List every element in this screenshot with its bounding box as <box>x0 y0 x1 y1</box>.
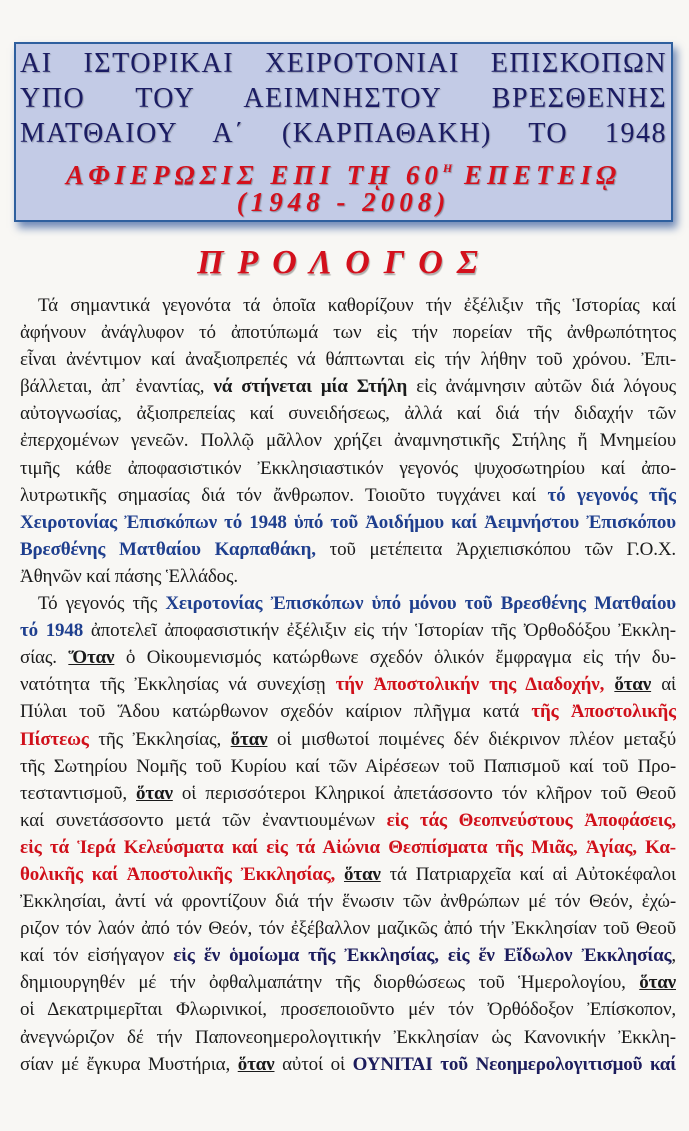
text-run: εἰς ἀνάμνησιν αὐτῶν διά λόγους <box>407 376 676 398</box>
emphasis-underlined: ὅταν <box>343 863 381 885</box>
text-run: οἱ Δεκατριμερῖται Φλωρινικοί, προσεποιοῦντο μέν τόν Ὀρθόδοξον Ἐπίσκοπον, <box>20 999 676 1021</box>
prologue-heading: ΠΡΟΛΟΓΟΣ <box>197 244 492 281</box>
dedication-text-end: ΕΠΕΤΕΙῼ <box>452 160 622 190</box>
text-run: βάλλεται, ἀπ᾽ ἐναντίας, <box>20 376 214 398</box>
emphasis-text: εἰς τάς Θεοπνεύστους Ἀποφάσεις, <box>386 809 676 831</box>
text-line <box>20 346 676 373</box>
title-banner <box>14 42 673 222</box>
emphasis-text: εἰς τά Ἱερά Κελεύσματα καί εἰς τά Αἰώνια Θεσπίσματα τῆς Μιᾶς, Ἁγίας, Κα- <box>20 836 676 858</box>
text-line <box>20 698 676 725</box>
text-run <box>335 864 344 885</box>
dedication-text: ΑΦΙΕΡΩΣΙΣ ΕΠΙ Τῌ 60 <box>65 160 443 190</box>
text-line <box>20 455 676 482</box>
text-line <box>20 780 676 807</box>
text-run: τοῦ μετέπειτα Ἀρχιεπισκόπου τῶν Γ.Ο.Χ. <box>315 538 676 560</box>
text-line <box>20 969 676 996</box>
text-run: ριζον τόν λαόν ἀπό τόν Θεόν, τόν ἐξέβαλλον μαζικῶς ἀπό τήν Ἐκκλησίαν τοῦ Θεοῦ <box>20 918 676 940</box>
emphasis-text: ΟΥΝΙΤΑΙ τοῦ Νεοημερολογιτισμοῦ καί <box>352 1053 676 1075</box>
title-line-3: ΜΑΤΘΑΙΟΥ Α΄ (ΚΑΡΠΑΘΑΚΗ) ΤΟ 1948 <box>20 118 667 149</box>
text-line <box>20 861 676 888</box>
text-line <box>20 834 676 861</box>
text-line <box>20 644 676 671</box>
text-run: αὐτογνωσίας, ἀξιοπρεπείας καί συνειδήσεως, ἀλλά καί διά τήν διδαχήν τῶν <box>20 403 676 425</box>
text-line <box>20 509 676 536</box>
emphasis-text: τήν Ἀποστολικήν της Διαδοχήν, <box>335 674 605 696</box>
text-line <box>20 400 676 427</box>
emphasis-text: Βρεσθένης Ματθαίου Καρπαθάκη, <box>20 538 316 560</box>
text-run: ἐπερχομένων γενεῶν. Πολλῷ μᾶλλον χρήζει ἀναμνηστικῆς Στήλης ἤ Μνημείου <box>20 430 676 452</box>
emphasis-underlined: ὅταν <box>614 674 652 696</box>
text-line <box>20 753 676 780</box>
text-line <box>20 482 676 509</box>
text-line <box>20 1024 676 1051</box>
text-run: νατότητα τῆς Ἐκκλησίας νά συνεχίσῃ <box>20 674 336 696</box>
text-run: αὐτοί οἱ <box>274 1053 353 1075</box>
text-line <box>20 292 676 319</box>
text-run <box>604 674 614 695</box>
text-run: ἀνεγνώριζον δέ τήν Παπονεοημερολογιτικήν Ἐκκλησίαν ὡς Κανονικήν Ἐκκλη- <box>20 1026 676 1048</box>
text-line <box>20 319 676 346</box>
text-run: Ἐκκλησίαι, ἀντί νά φροντίζουν διά τήν ἕνωσιν τῶν ἀνθρώπων μέ τόν Θεόν, ἐχώ- <box>20 891 676 913</box>
text-line <box>20 671 676 698</box>
text-run: , <box>671 945 676 967</box>
text-run: οἱ μισθωτοί ποιμένες δέν διέκρινον πλέον μεταξύ <box>267 728 676 750</box>
text-run: Πύλαι τοῦ Ἅδου κατώρθωνον σχεδόν καίριον πλῆγμα κατά <box>20 701 532 723</box>
emphasis-text: τῆς Ἀποστολικῆς <box>531 701 676 723</box>
emphasis-underlined: ὅταν <box>230 728 268 750</box>
text-run: ἀποτελεῖ ἀποφασιστικήν ἐξέλιξιν εἰς τήν Ἱστορίαν τῆς Ὀρθοδόξου Ἐκκλη- <box>83 620 676 642</box>
text-line <box>20 888 676 915</box>
text-run: καί συνετάσσοντο μετά τῶν ἐναντιουμένων <box>20 809 387 831</box>
text-run: τῆς Σωτηρίου Νομῆς τοῦ Κυρίου καί τῶν Αἱρέσεων τοῦ Παπισμοῦ καί τοῦ Προ- <box>20 755 676 777</box>
emphasis-text: τό γεγονός τῆς <box>547 484 676 506</box>
emphasis-underlined: ὅταν <box>237 1053 275 1075</box>
text-run: σίαν μέ ἔγκυρα Μυστήρια, <box>20 1053 238 1075</box>
text-run: λυτρωτικῆς σημασίας διά τόν ἄνθρωπον. Τοιοῦτο τυγχάνει καί <box>20 484 548 506</box>
text-line <box>20 807 676 834</box>
text-run: σίας. <box>20 647 69 669</box>
dedication-superscript: Η <box>442 161 453 175</box>
dedication-years: (1948 - 2008) <box>236 187 451 217</box>
text-run: οἱ περισσότεροι Κληρικοί ἀπετάσσοντο τόν κλῆρον τοῦ Θεοῦ <box>172 782 676 804</box>
emphasis-text: θολικῆς καί Ἀποστολικῆς Ἐκκλησίας, <box>20 863 336 885</box>
title-line-1: ΑΙ ΙΣΤΟΡΙΚΑΙ ΧΕΙΡΟΤΟΝΙΑΙ ΕΠΙΣΚΟΠΩΝ <box>20 48 667 79</box>
title-line-2: ΥΠΟ ΤΟΥ ΑΕΙΜΝΗΣΤΟΥ ΒΡΕΣΘΕΝΗΣ <box>20 83 667 114</box>
text-run: εἶναι ἀνέντιμον καί ἀναξιοπρεπές νά θάπτωνται εἰς τήν λήθην τοῦ χρόνου. Ἐπι- <box>20 349 676 371</box>
emphasis-text: εἰς ἕν ὁμοίωμα τῆς Ἐκκλησίας, εἰς ἕν Εἴδωλον Ἐκκλησίας <box>173 945 672 967</box>
text-run: Ἀθηνῶν καί πάσης Ἑλλάδος. <box>20 565 238 587</box>
emphasis-underlined: ὅταν <box>136 782 173 804</box>
text-run: τά Πατριαρχεῖα καί αἱ Αὐτοκέφαλοι <box>380 863 676 885</box>
text-line <box>20 617 676 644</box>
text-run: ἀφήνουν ἀνάγλυφον τό ἀποτύπωμά των εἰς τήν πορείαν τῆς ἀνθρωπότητος <box>20 322 676 344</box>
emphasis-underlined: Ὅταν <box>68 647 115 669</box>
prologue-body <box>20 292 676 1078</box>
emphasis-text: Πίστεως <box>20 728 89 750</box>
text-run: Τό γεγονός τῆς <box>38 593 166 615</box>
text-run: ὁ Οἰκουμενισμός κατώρθωνε σχεδόν ὁλικόν ἔμφραγμα εἰς τήν δυ- <box>114 647 676 669</box>
text-run: τεσταντισμοῦ, <box>20 782 137 804</box>
text-line <box>20 590 676 617</box>
emphasis-underlined: ὅταν <box>639 972 676 994</box>
text-run: τῆς Ἐκκλησίας, <box>88 728 231 750</box>
text-line <box>20 1051 676 1078</box>
emphasis-text: Χειροτονίας Ἐπισκόπων τό 1948 ὑπό τοῦ Ἀοιδήμου καί Ἀειμνήστου Ἐπισκόπου <box>20 511 676 533</box>
text-line <box>20 915 676 942</box>
text-line <box>20 996 676 1023</box>
text-line <box>20 726 676 753</box>
text-line <box>20 373 676 400</box>
text-line <box>20 942 676 969</box>
text-run: καί τόν εἰσήγαγον <box>20 945 174 967</box>
text-run: αἱ <box>651 674 676 696</box>
emphasis-text: Χειροτονίας Ἐπισκόπων ὑπό μόνου τοῦ Βρεσθένης Ματθαίου <box>165 593 676 615</box>
emphasis-text: τό 1948 <box>20 620 84 642</box>
text-line <box>20 427 676 454</box>
text-run: Τά σημαντικά γεγονότα τά ὁποῖα καθορίζουν τήν ἐξέλιξιν τῆς Ἱστορίας καί <box>38 295 676 316</box>
text-line <box>20 563 676 590</box>
text-run: δημιουργηθέν μέ τήν ὀφθαλμαπάτην τῆς διορθώσεως τοῦ Ἡμερολογίου, <box>20 972 640 994</box>
text-run: τιμῆς κάθε ἀποφασιστικόν Ἐκκλησιαστικόν γεγονός ψυχοσωτηρίου καί ἀπο- <box>20 457 676 479</box>
emphasis-text: νά στήνεται μία Στήλη <box>213 376 408 398</box>
text-line <box>20 536 676 563</box>
